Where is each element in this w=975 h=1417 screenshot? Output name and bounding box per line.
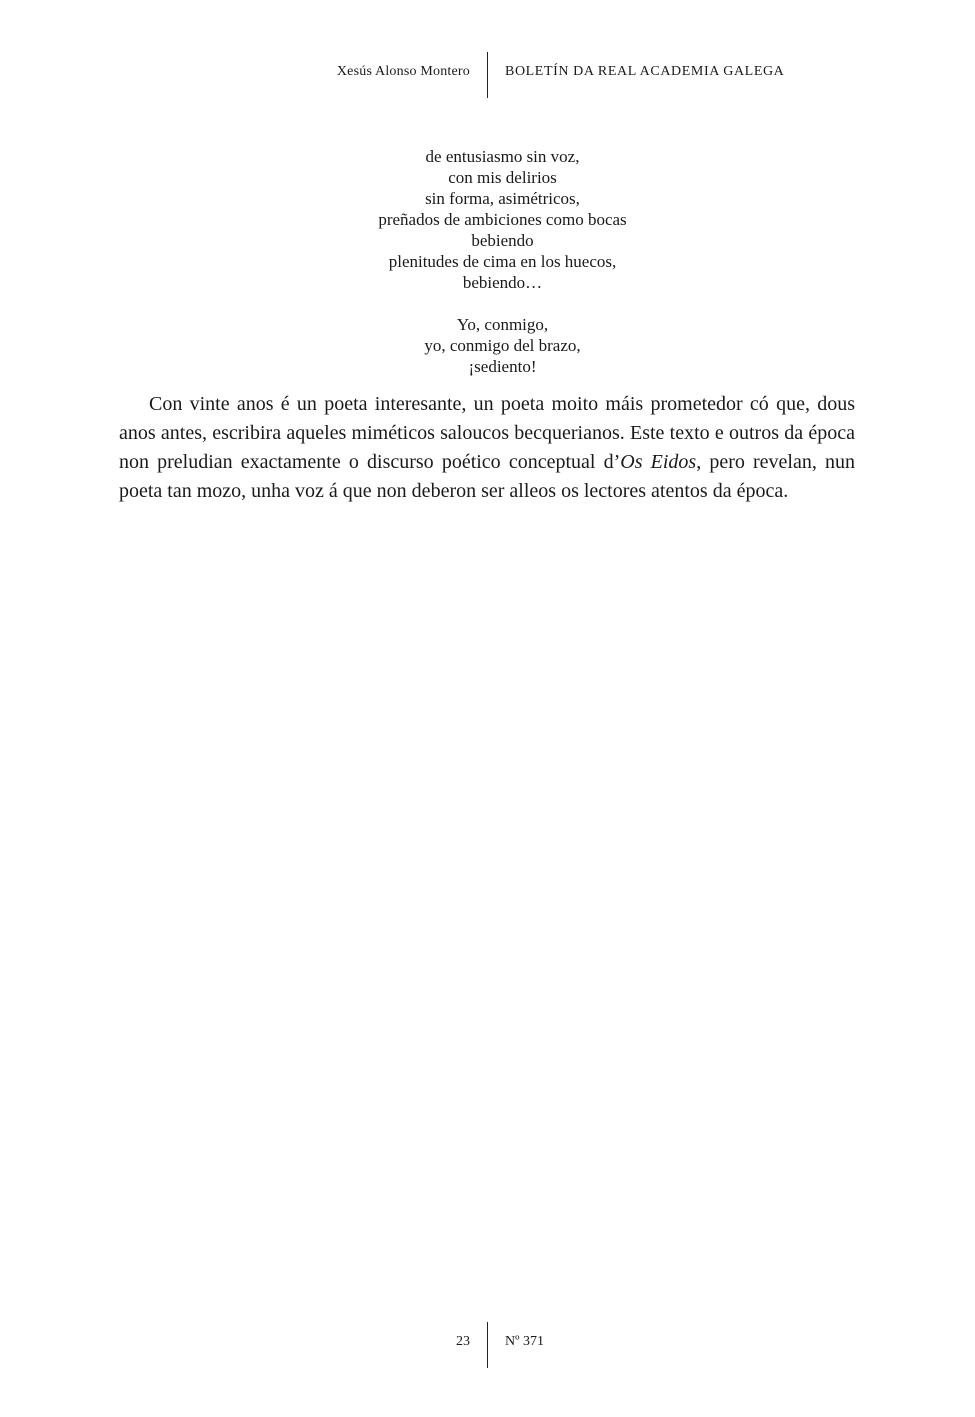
page-footer bbox=[0, 1322, 975, 1368]
poem-verse: preñados de ambiciones como bocas bbox=[378, 210, 627, 229]
poem-verse: plenitudes de cima en los huecos, bbox=[388, 252, 617, 271]
page-number: 23 bbox=[456, 1334, 470, 1349]
poem-verse: ¡sediento! bbox=[468, 357, 537, 376]
poem-verse: de entusiasmo sin voz, bbox=[425, 147, 580, 166]
header-author: Xesús Alonso Montero bbox=[336, 64, 470, 79]
footer-divider bbox=[487, 1322, 488, 1368]
paragraph-text-end: , pero revelan, nun poeta tan mozo, unha voz á que non deberon ser alleos os lectores atentos da época. bbox=[119, 451, 855, 502]
poem-verse: bebiendo… bbox=[462, 273, 543, 292]
poem-stanza-2 bbox=[200, 314, 805, 377]
poem-quotation bbox=[200, 146, 805, 377]
poem-verse: Yo, conmigo, bbox=[456, 315, 549, 334]
poem-verse: con mis delirios bbox=[448, 168, 557, 187]
issue-number: Nº 371 bbox=[505, 1334, 544, 1349]
poem-stanza-1 bbox=[200, 146, 805, 293]
header-divider bbox=[487, 52, 488, 98]
header-journal-title: BOLETÍN DA REAL ACADEMIA GALEGA bbox=[505, 64, 785, 79]
poem-verse: bebiendo bbox=[471, 231, 534, 250]
work-title-italic: Os Eidos bbox=[620, 451, 697, 473]
body-paragraph bbox=[119, 390, 855, 506]
poem-verse: sin forma, asimétricos, bbox=[425, 189, 580, 208]
poem-verse: yo, conmigo del brazo, bbox=[424, 336, 581, 355]
paragraph-text-start: Con vinte anos é un poeta interesante, un poeta moito máis prometedor có que, dous anos antes, escribira aqueles miméticos saloucos becquerianos. Este texto e outros da época non preludian exactamente o discurso poético conceptual d’ bbox=[119, 393, 855, 473]
running-header bbox=[0, 52, 975, 98]
